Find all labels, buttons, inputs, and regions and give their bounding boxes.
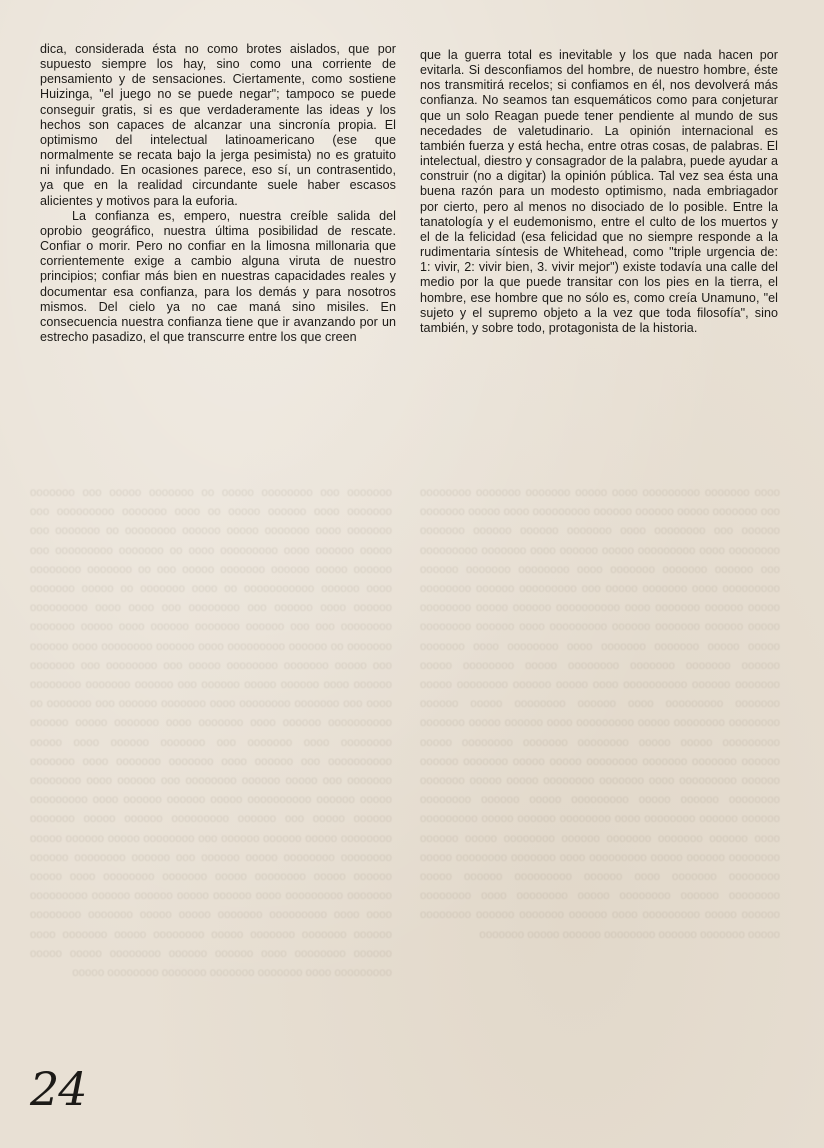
paragraph: que la guerra total es inevitable y los que nada hacen por evitarla. Si desconfiamos del hombre, de nuestro hombre, éste nos transmitirá recelos; si confiamos en él, nos devolverá más confianza. No seamos tan esquemáticos como para conjeturar que un solo Reagan puede tener pendiente al mundo de sus necedades de valetudinario. La opinión internacional es también fuerza y está hecha, entre otras cosas, de palabras. El intelectual, diestro y consagrador de la palabra, puede ayudar a construir (no a digitar) la opinión pública. Tal vez sea ésta una buena razón para un modesto optimismo, nada embriagador por cierto, pero al menos no disociado de lo posible. Entre la tanatología y el eudemonismo, entre el culto de los muertos y el de la felicidad (esa felicidad que no siempre responde a la rudimentaria síntesis de Whitehead, como "triple urgencia de: 1: vivir, 2: vivir bien, 3. vivir mejor") existe todavía una calle del medio por la que puede transitar con los pies en la tierra, el hombre, ese hombre que no sólo es, como creía Unamuno, "el sujeto y el supremo objeto a la vez que toda filosofía", sino también, y sobre todo, protagonista de la historia. [420, 48, 778, 335]
page-number: 24 [30, 1062, 87, 1116]
bleed-through-left: ooooooo ooo oooooooo ooooo oo ooooooo ooooo ooo ooooooo ooooooo oooo oooooo ooooo oo oooo ooooooo ooooooooo ooo ooooooo oooo ooooooo ooooo oooooo oooooooo oo ooooooo ooo ooooo oooooo oooo ooooooooo oooo oo ooooooo ooooooooo ooo oooooo ooooo oooooo ooooooo ooooo ooo oo ooooooo oooooooo oooo oooooo ooooooooooo oo oooo ooooooo oo ooooo ooooooo oooooo oooo oooooo ooo oooooooo ooo oooo oooo ooooooooo oooooooo ooo ooo oooooo ooooooo oooooo oooo ooooo ooooooo ooooooo oo oooooo ooooooooo oooo oooooo oooooooo oooo oooooo ooo ooooo ooooooo oooooooo ooooo ooo oooooooo ooo ooooooo oooooo oooo oooooo ooooo oooooo ooo oooooo ooooooo oooooooo oooo ooo ooooooo oooooooo oooo ooooooo oooooo ooo ooooooo oo oooooooooo oooooo oooo ooooooo oooo ooooooo ooooo oooooo oooooooo oooo ooooooo ooo ooooooo oooooo oooo ooooo oooooooooo ooo oooooo oooo ooooooo ooooooo oooo ooooooo ooooooo ooo ooooo oooooo oooooooo ooo oooooo oooo oooooooo ooooo oooooo oooooooooo ooooo oooooo oooooo oooo ooooooooo oooooo ooooo ooo oooooo ooooooooo oooooo ooooo ooooooo oooooooo ooooo oooooo oooooo ooo oooooooo ooooo oooooo ooooo oooooooo oooooooo ooooo oooooo ooo oooooo oooooooo oooooo oooooo ooooo oooooooo ooooo ooooooo oooooooo oooo ooooo ooooooo ooooooooo oooo oooooo ooooo oooooo oooooo ooooooooo oooo oooo ooooooooo ooooooo ooooo ooooo ooooooo oooooooo oooooo ooooooo ooooooo ooooo oooooooo ooooo ooooooo oooo oooooo oooooooo oooo oooooo oooooo oooooooo ooooo ooooo ooooooooo oooo ooooooo ooooooo ooooooo oooooooo ooooo [30, 487, 392, 980]
left-text-column [40, 42, 396, 345]
bleed-through-right: oooo ooooooo ooooooooo oooo ooooo ooooooo ooooooo oooooooo ooo ooooooo ooooo oooooo oooooo ooooooooo oooo ooooo ooooooo oooooo ooo oooooooo oooo ooooooo oooooo oooooo ooooooo oooooooo oooo ooooooooo ooooo oooooo oooo ooooooo ooooooooo ooo oooooo ooooooo ooooooo oooo oooooooo ooooooo oooooo ooooooooo oooo ooooooo ooooo ooo ooooooooo oooooo oooooooo ooooo oooooo ooooooo oooo oooooooooo oooooo ooooo oooooooo ooooo oooooo ooooooo oooooo ooooooooo oooo oooooo oooooooo ooooo ooooo ooooooo ooooooo oooo oooooooo oooo ooooooo oooooo ooooooo ooooooo oooooooo ooooo oooooooo ooooo ooooooo oooooo oooooooooo oooo ooooo oooooo oooooooo ooooo ooooooo ooooooooo oooo oooooo oooooooo ooooo oooooo oooooooo oooooooo ooooo ooooooooo oooo oooooo ooooo ooooooo ooooooooo ooooo ooooo oooooooo ooooooo oooooooo ooooo oooooo ooooooo ooooooo oooooooo ooooo ooooo ooooooo oooooo oooooo ooooooooo oooo ooooooo oooooooo ooooo ooooo ooooooo oooooooo oooooo ooooo ooooooooo ooooo oooooo oooooooo oooooo oooooo oooooooo oooo oooooooo oooooo ooooo ooooooooo oooo oooooo ooooooo ooooooo oooooo oooooooo ooooo oooooo oooooooo oooooo ooooo ooooooooo oooo ooooooo oooooooo ooooo oooooooo ooooooo oooo oooooo ooooooooo oooooo ooooo oooooooo oooooo oooooooo ooooo oooooooo oooo oooooooo oooooo ooooo ooooooooo oooo oooooo ooooooo oooooo oooooooo ooooo ooooooo oooooo oooooooo oooooo ooooo ooooooo [420, 487, 780, 941]
paragraph: dica, considerada ésta no como brotes aislados, que por supuesto siempre los hay, sino como una corriente de pensamiento y de sensaciones. Ciertamente, como sostiene Huizinga, "el juego no se puede negar"; tampoco se puede conseguir gratis, si es que verdaderamente las ideas y los hechos son capaces de alcanzar una sincronía propia. El optimismo del intelectual latinoamericano (ese que normalmente se recata bajo la jerga pesimista) no es gratuito ni infundado. En ocasiones parece, eso sí, un contrasentido, ya que en la realidad circundante suele haber escasos alicientes y motivos para la euforia. [40, 42, 396, 208]
paragraph: La confianza es, empero, nuestra creíble salida del oprobio geográfico, nuestra última posibilidad de rescate. Confiar o morir. Pero no confiar en la limosna millonaria que corrientemente exige a cambio alguna viruta de nuestro principios; confiar más bien en nuestras capacidades reales y documentar esa confianza, para los demás y para nosotros mismos. Del cielo ya no cae maná sino misiles. En consecuencia nuestra confianza tiene que ir avanzando por un estrecho pasadizo, el que transcurre entre los que creen [40, 208, 396, 344]
right-text-column [420, 48, 778, 336]
